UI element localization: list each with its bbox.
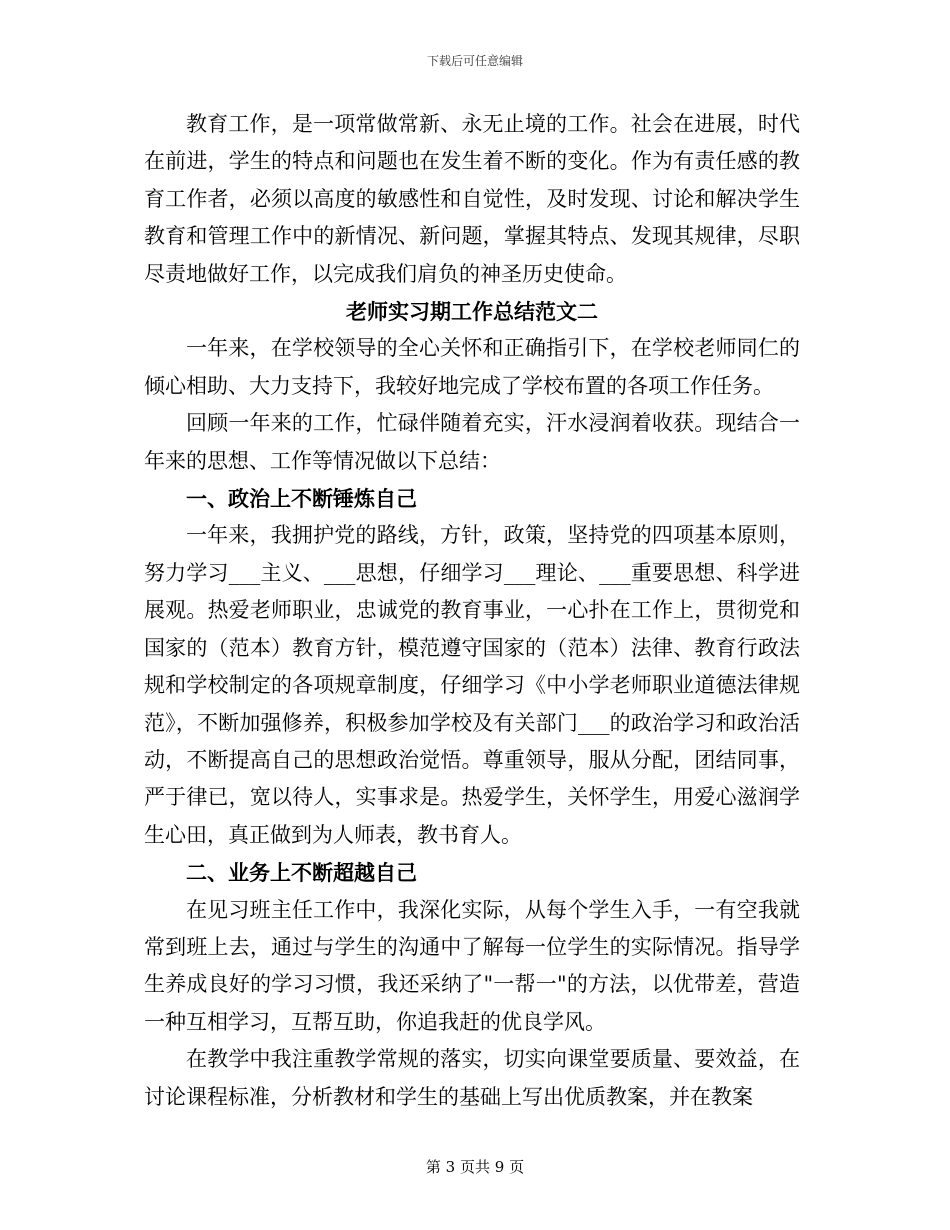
paragraph-opening: 一年来，在学校领导的全心关怀和正确指引下，在学校老师同仁的倾心相助、大力支持下，我较好地完成了学校布置的各项工作任务。	[144, 336, 800, 398]
heading-professional: 二、业务上不断超越自己	[186, 860, 417, 886]
paragraph-review: 回顾一年来的工作，忙碌伴随着充实，汗水浸润着收获。现结合一年来的思想、工作等情况做以下总结：	[144, 411, 800, 473]
paragraph-intro: 教育工作，是一项常做常新、永无止境的工作。社会在进展，时代在前进，学生的特点和问题也在发生着不断的变化。作为有责任感的教育工作者，必须以高度的敏感性和自觉性，及时发现、讨论和解决学生教育和管理工作中的新情况、新问题，掌握其特点、发现其规律，尽职尽责地做好工作，以完成我们肩负的神圣历史使命。	[144, 112, 800, 286]
page-header-note: 下载后可任意编辑	[426, 54, 523, 68]
section-title: 老师实习期工作总结范文二	[346, 299, 598, 325]
document-body	[144, 106, 800, 1116]
paragraph-teaching: 在教学中我注重教学常规的落实，切实向课堂要质量、要效益，在讨论课程标准，分析教材和学生的基础上写出优质教案，并在教案	[144, 1047, 800, 1109]
page-number: 第 3 页共 9 页	[425, 1158, 525, 1176]
heading-politics: 一、政治上不断锤炼自己	[186, 486, 417, 512]
paragraph-politics: 一年来，我拥护党的路线，方针，政策，坚持党的四项基本原则，努力学习___主义、___思想，仔细学习___理论、___重要思想、科学进展观。热爱老师职业，忠诚党的教育事业，一心扑在工作上，贯彻党和国家的（范本）教育方针，模范遵守国家的（范本）法律、教育行政法规和学校制定的各项规章制度，仔细学习《中小学老师职业道德法律规范》，不断加强修养，积极参加学校及有关部门___的政治学习和政治活动，不断提高自己的思想政治觉悟。尊重领导，服从分配，团结同事，严于律已，宽以待人，实事求是。热爱学生，关怀学生，用爱心滋润学生心田，真正做到为人师表，教书育人。	[144, 523, 800, 847]
paragraph-class-teacher: 在见习班主任工作中，我深化实际，从每个学生入手，一有空我就常到班上去，通过与学生的沟通中了解每一位学生的实际情况。指导学生养成良好的学习习惯，我还采纳了"一帮一"的方法，以优带差，营造一种互相学习，互帮互助，你追我赶的优良学风。	[144, 897, 800, 1034]
